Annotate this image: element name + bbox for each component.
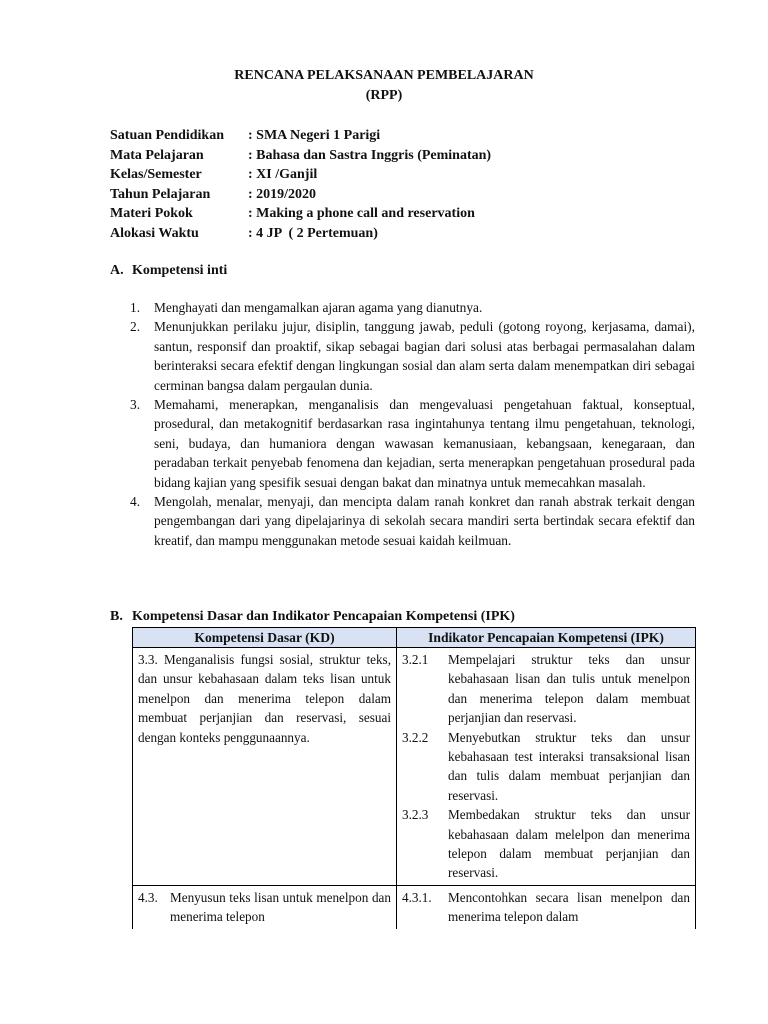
ipk-text: Menyebutkan struktur teks dan unsur kebahasaan test interaksi transaksional lisan dan tulis dalam membuat perjanjian dan reservasi. [448,729,690,803]
info-value: : 2019/2020 [248,186,317,202]
info-value: : 4 JP ( 2 Pertemuan) [248,225,378,241]
info-label: Kelas/Semester [110,167,202,182]
ipk-item [402,650,690,728]
table-cell-kd [133,648,397,886]
ipk-item [402,805,690,883]
identity-block [110,126,491,243]
info-value: : Making a phone call and reservation [248,206,475,221]
list-item [130,395,695,492]
table-cell-kd [133,885,397,928]
list-number: 2. [130,319,141,335]
table-row [133,885,696,928]
ipk-item [402,728,690,806]
info-row-mapel [110,146,491,166]
list-text: Menunjukkan perilaku jujur, disiplin, tanggung jawab, peduli (gotong royong, kerjasama, damai), santun, responsif dan proaktif, sikap sebagai bagian dari solusi atas berbagai permasalahan dalam berinteraksi secara efektif dengan lingkungan sosial dan alam serta dalam menempatkan diri sebagai cerminan bangsa dalam pergaulan dunia. [154,319,695,393]
list-text: Menghayati dan mengamalkan ajaran agama yang dianutnya. [154,300,483,315]
ipk-text: Membedakan struktur teks dan unsur kebahasaan dalam melelpon dan menerima telepon dalam membuat perjanjian dan reservasi. [448,807,690,881]
ipk-number: 3.2.1 [402,652,429,667]
table-header-ipk: Indikator Pencapaian Kompetensi (IPK) [397,628,696,648]
document-title: RENCANA PELAKSANAAN PEMBELAJARAN [234,68,534,83]
info-label: Alokasi Waktu [110,225,199,241]
info-value: : XI /Ganjil [248,167,318,182]
list-item [130,317,695,395]
section-title: Kompetensi Dasar dan Indikator Pencapaian Kompetensi (IPK) [132,609,515,624]
section-letter: B. [110,609,123,624]
info-row-satuan [110,126,491,146]
section-letter: A. [110,263,124,278]
kd-number: 4.3. [138,889,158,905]
info-row-kelas [110,165,491,185]
info-label: Tahun Pelajaran [110,186,211,202]
info-value: : Bahasa dan Sastra Inggris (Peminatan) [248,147,492,163]
list-item [130,298,695,317]
table-header-kd: Kompetensi Dasar (KD) [133,628,397,648]
info-label: Mata Pelajaran [110,147,204,163]
info-value: : SMA Negeri 1 Parigi [248,128,381,143]
kd-text: 3.3. Menganalisis fungsi sosial, struktur teks, dan unsur kebahasaan dalam teks lisan untuk menelpon dan menerima telepon dalam membuat perjanjian dan reservasi, sesuai dengan konteks penggunaannya. [138,652,391,745]
kd-item [138,888,391,927]
info-row-tahun [110,185,491,205]
info-label: Materi Pokok [110,206,193,221]
section-b-heading [110,609,515,625]
list-number: 3. [130,397,141,413]
ipk-text: Mempelajari struktur teks dan unsur kebahasaan lisan dan tulis untuk menelpon dan menerima telepon dalam membuat perjanjian dan reservasi. [448,652,690,726]
list-text: Mengolah, menalar, menyaji, dan mencipta dalam ranah konkret dan ranah abstrak terkait dengan pengembangan dari yang dipelajarinya di sekolah secara mandiri serta bertindak secara efektif dan kreatif, dan mampu menggunakan metode sesuai kaidah keilmuan. [154,494,695,548]
info-row-materi [110,204,491,224]
section-title: Kompetensi inti [132,263,228,278]
table-cell-ipk [397,885,696,928]
kd-text: Menyusun teks lisan untuk menelpon dan menerima telepon [170,889,391,925]
list-text: Memahami, menerapkan, menganalisis dan mengevaluasi pengetahuan faktual, konseptual, prosedural, dan metakognitif berdasarkan rasa ingintahunya tentang ilmu pengetahuan, teknologi, seni, budaya, dan humaniora dengan wawasan kemanusiaan, kebangsaan, kenegaraan, dan peradaban terkait penyebab fenomena dan kejadian, serta menerapkan pengetahuan prosedural pada bidang kajian yang spesifik sesuai dengan bakat dan minatnya untuk memecahkan masalah. [154,397,695,490]
ipk-number: 4.3.1. [402,889,432,905]
kompetensi-inti-list [130,298,695,550]
ipk-item [402,888,690,927]
ipk-number: 3.2.3 [402,807,429,823]
table-row [133,648,696,886]
info-row-alokasi [110,224,491,244]
list-number: 4. [130,494,141,510]
info-label: Satuan Pendidikan [110,128,224,143]
section-a-heading [110,263,227,279]
ipk-text: Mencontohkan secara lisan menelpon dan menerima telepon dalam [448,889,690,925]
table-cell-ipk [397,648,696,886]
ipk-number: 3.2.2 [402,729,429,745]
document-subtitle: (RPP) [365,88,403,103]
table-header-row [133,628,696,648]
list-number: 1. [130,300,141,315]
kd-ipk-table [132,627,696,929]
list-item [130,492,695,550]
